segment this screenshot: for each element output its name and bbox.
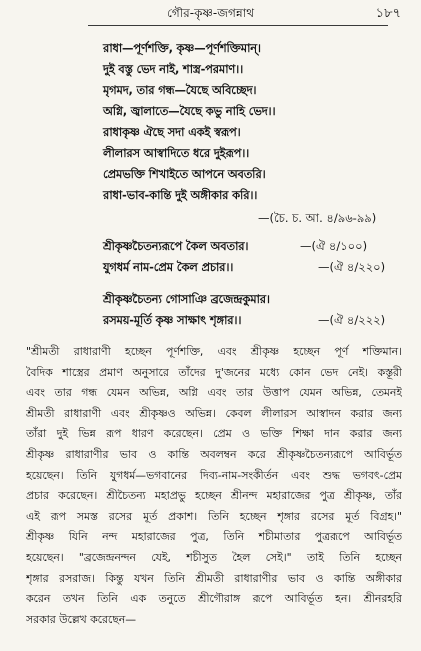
paragraph-line: প্রচার করেছেন। শ্রীচৈতন্য মহাপ্রভু হচ্ছেন শ্রীনন্দ মহারাজের পুত্র শ্রীকৃষ্ণ, তাঁর xyxy=(26,489,402,503)
running-title: গৌর-কৃষ্ণ-জগন্নাথ xyxy=(167,6,254,20)
paragraph-line: শ্রীমতী রাধারাণী এবং শ্রীকৃষ্ণও অভিন্ন। কেবল লীলারস আস্বাদন করার জন্য xyxy=(26,406,402,420)
paragraph-line: হয়েছেন। "ব্রজেন্দ্রনন্দন যেই, শচীসুত হৈল সেই।" তাই তিনি হচ্ছেন xyxy=(26,550,402,564)
verse-line: শ্রীকৃষ্ণচৈতন্য গোসাঞি ব্রজেন্দ্রকুমার। xyxy=(103,292,270,306)
paragraph-line: বৈদিক শাস্ত্রের প্রমাণ অনুসারে তাঁদের দু'জনের মধ্যে কোন ভেদ নেই। কস্তূরী xyxy=(26,365,402,379)
verse-line: দুই বস্তু ভেদ নাই, শাস্ত্র-পরমাণ।। xyxy=(103,62,243,76)
paragraph-line: "শ্রীমতী রাধারাণী হচ্ছেন পূর্ণশক্তি, এবং শ্রীকৃষ্ণ হচ্ছেন পূর্ণ শক্তিমান। xyxy=(26,345,402,358)
verse-line: রাধাকৃষ্ণ ঐছে সদা একই স্বরূপ। xyxy=(103,125,241,139)
verse-line: যুগধর্ম নাম-প্রেম কৈল প্রচার।। xyxy=(103,260,234,274)
paragraph-line: হয়েছেন। তিনি যুগধর্ম—ভগবানের দিব্য-নাম-সংকীর্তন এবং শুদ্ধ ভগবৎ-প্রেম xyxy=(26,468,402,482)
paragraph-line: করেন তখন তিনি এক তনুতে শ্রীগৌরাঙ্গ রূপে আবির্ভূত হন। শ্রীনরহরি xyxy=(26,592,402,606)
commentary-paragraph xyxy=(26,342,402,630)
verse-line: অগ্নি, জ্বালাতে—যৈছে কভু নাহি ভেদ।। xyxy=(103,104,276,118)
paragraph-line: শৃঙ্গার রসরাজ। কিন্তু যখন তিনি শ্রীমতী রাধারাণীর ভাব ও কান্তি অঙ্গীকার xyxy=(26,571,402,585)
verse-reference: —(ঐ ৪/২২০) xyxy=(318,260,386,274)
verse-reference: —(চৈ. চ. আ. ৪/৯৬-৯৯) xyxy=(258,211,377,225)
verse-line: প্রেমভক্তি শিখাইতে আপনে অবতরি। xyxy=(103,167,266,181)
verse-line: রাধা-ভাব-কান্তি দুই অঙ্গীকার করি।। xyxy=(103,188,258,202)
verse-line: শ্রীকৃষ্ণচৈতন্যরূপে কৈল অবতার। xyxy=(103,239,249,253)
paragraph-line: শ্রীকৃষ্ণ যিনি নন্দ মহারাজের পুত্র, তিনি শচীমাতার পুত্ররূপে আবির্ভূত xyxy=(26,530,402,544)
paragraph-line: এবং তার গন্ধ যেমন অভিন্ন, অগ্নি এবং তার উত্তাপ যেমন অভিন্ন, তেমনই xyxy=(26,386,402,400)
paragraph-line: এই রূপ সমস্ত রসের মূর্ত প্রকাশ। তিনি হচ্ছেন শৃঙ্গার রসের মূর্ত বিগ্রহ।" xyxy=(26,509,402,523)
verse-line: রাধা—পূর্ণশক্তি, কৃষ্ণ—পূর্ণশক্তিমান্। xyxy=(103,41,261,55)
verse-line: রসময়-মূর্তি কৃষ্ণ সাক্ষাৎ শৃঙ্গার।। xyxy=(103,313,242,327)
paragraph-line: তাঁরা দুই ভিন্ন রূপ ধারণ করেছেন। প্রেম ও ভক্তি শিক্ষা দান করার জন্য xyxy=(26,427,402,441)
page-header xyxy=(0,2,421,24)
verse-reference: —(ঐ ৪/১০০) xyxy=(300,239,368,253)
verse-reference: —(ঐ ৪/২২২) xyxy=(318,313,386,327)
verse-line: মৃগমদ, তার গন্ধ—যৈছে অবিচ্ছেদ। xyxy=(103,83,257,97)
paragraph-line: সরকার উল্লেখ করেছেন— xyxy=(26,612,137,626)
paragraph-line: শ্রীকৃষ্ণ রাধারাণীর ভাব ও কান্তি অবলম্বন করে শ্রীকৃষ্ণচৈতন্যরূপে আবির্ভূত xyxy=(26,447,402,461)
page-number: ১৮৭ xyxy=(375,6,401,21)
header-rule xyxy=(88,25,388,26)
verse-line: লীলারস আস্বাদিতে ধরে দুইরূপ।। xyxy=(103,146,250,160)
